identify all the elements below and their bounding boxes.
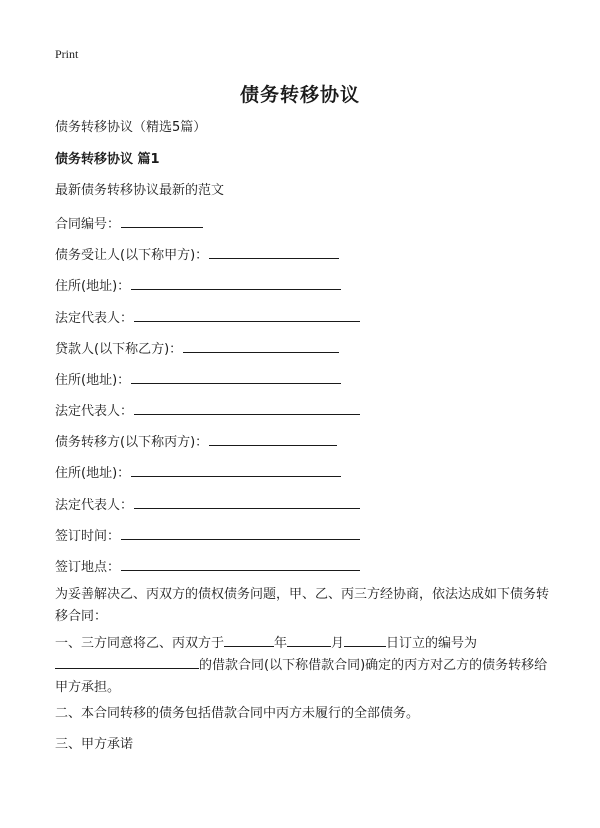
field-label: 合同编号： bbox=[55, 217, 121, 232]
field-contract-number bbox=[55, 214, 203, 233]
section-heading: 债务转移协议 篇1 bbox=[55, 152, 160, 167]
clause-2: 二、本合同转移的债务包括借款合同中丙方未履行的全部债务。 bbox=[55, 706, 420, 721]
document-title: 债务转移协议 bbox=[239, 84, 360, 106]
field-address-c bbox=[55, 463, 341, 482]
field-rep-c bbox=[55, 495, 360, 514]
field-label: 债务受让人(以下称甲方)： bbox=[55, 248, 209, 263]
blank-line bbox=[134, 308, 360, 322]
field-label: 签订地点： bbox=[55, 560, 121, 575]
blank-line bbox=[131, 276, 341, 290]
field-rep-b bbox=[55, 401, 360, 420]
field-label: 住所(地址)： bbox=[55, 373, 131, 388]
preamble-paragraph: 为妥善解决乙、丙双方的债权债务问题，甲、乙、丙三方经协商，依法达成如下债务转移合同： bbox=[55, 587, 550, 624]
blank-line bbox=[121, 557, 360, 571]
document-subtitle: 债务转移协议（精选5篇） bbox=[55, 120, 207, 135]
field-label: 债务转移方(以下称丙方)： bbox=[55, 435, 209, 450]
blank-line bbox=[183, 339, 339, 353]
print-link[interactable]: Print bbox=[55, 47, 79, 61]
field-label: 法定代表人： bbox=[55, 404, 134, 419]
field-label: 签订时间： bbox=[55, 529, 121, 544]
month-label: 月 bbox=[331, 636, 345, 651]
blank-day bbox=[344, 633, 386, 647]
blank-line bbox=[209, 432, 337, 446]
blank-month bbox=[287, 633, 331, 647]
clause-1 bbox=[55, 633, 555, 699]
blank-line bbox=[209, 245, 339, 259]
blank-line bbox=[131, 370, 341, 384]
field-party-b bbox=[55, 339, 339, 358]
field-label: 贷款人(以下称乙方)： bbox=[55, 342, 183, 357]
field-label: 法定代表人： bbox=[55, 311, 134, 326]
blank-line bbox=[134, 401, 360, 415]
field-label: 住所(地址)： bbox=[55, 466, 131, 481]
field-rep-a bbox=[55, 308, 360, 327]
blank-year bbox=[224, 633, 274, 647]
field-party-c bbox=[55, 432, 337, 451]
blank-line bbox=[121, 526, 360, 540]
blank-line bbox=[131, 463, 341, 477]
blank-line bbox=[121, 214, 203, 228]
clause-1-text-continued: 的借款合同(以下称借款合同)确定的丙方对乙方的债务转移给甲方承担。 bbox=[55, 658, 548, 695]
intro-text: 最新债务转移协议最新的范文 bbox=[55, 183, 225, 198]
clause-3: 三、甲方承诺 bbox=[55, 737, 134, 752]
field-party-a bbox=[55, 245, 339, 264]
field-address-b bbox=[55, 370, 341, 389]
day-label: 日订立的编号为 bbox=[386, 636, 478, 651]
blank-line bbox=[134, 495, 360, 509]
field-label: 法定代表人： bbox=[55, 498, 134, 513]
field-sign-date bbox=[55, 526, 360, 545]
field-address-a bbox=[55, 276, 341, 295]
blank-contract-number bbox=[55, 655, 199, 669]
clause-1-text: 一、三方同意将乙、丙双方于 bbox=[55, 636, 225, 651]
year-label: 年 bbox=[274, 636, 288, 651]
field-label: 住所(地址)： bbox=[55, 279, 131, 294]
field-sign-place bbox=[55, 557, 360, 576]
